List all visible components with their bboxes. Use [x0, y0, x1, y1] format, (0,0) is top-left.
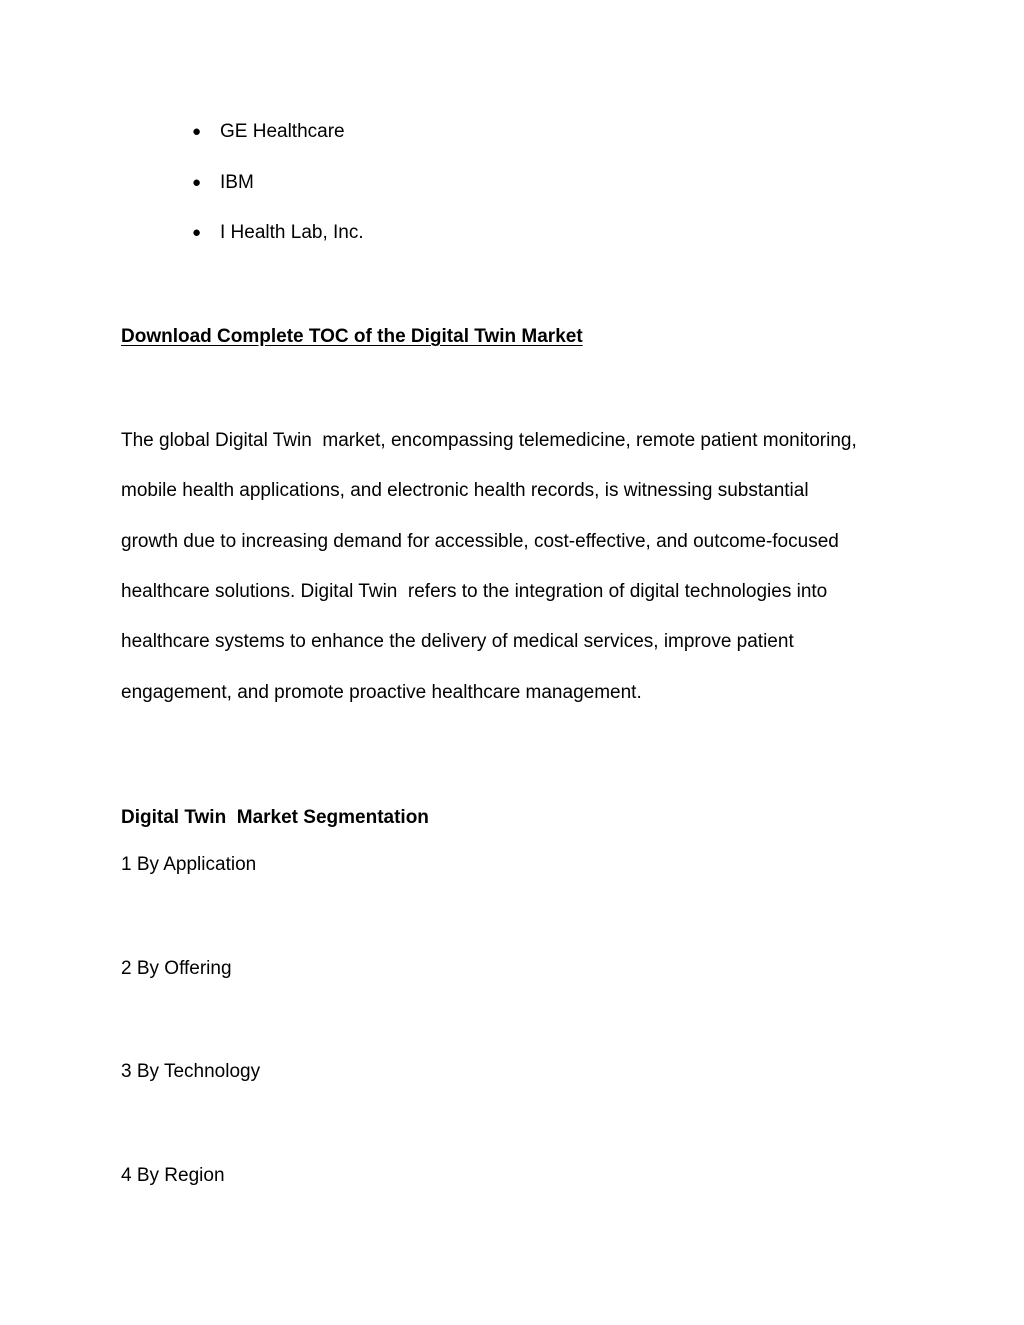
- paragraph-line: engagement, and promote proactive healthcare management.: [121, 682, 642, 703]
- download-toc-link[interactable]: Download Complete TOC of the Digital Twin Market: [121, 326, 583, 347]
- bullet-icon: ●: [192, 174, 202, 191]
- segment-item: 4 By Region: [121, 1165, 225, 1186]
- paragraph-line: growth due to increasing demand for accessible, cost-effective, and outcome-focused: [121, 531, 839, 552]
- paragraph-line: The global Digital Twin market, encompassing telemedicine, remote patient monitoring,: [121, 430, 857, 451]
- bullet-icon: ●: [192, 224, 202, 241]
- segment-item: 3 By Technology: [121, 1061, 261, 1082]
- segment-item: 2 By Offering: [121, 958, 232, 979]
- segment-item: 1 By Application: [121, 854, 257, 875]
- company-name: I Health Lab, Inc.: [220, 222, 364, 243]
- company-name: GE Healthcare: [220, 121, 345, 142]
- company-name: IBM: [220, 172, 254, 193]
- paragraph-line: mobile health applications, and electronic health records, is witnessing substantial: [121, 480, 809, 501]
- paragraph-line: healthcare solutions. Digital Twin refers to the integration of digital technologies into: [121, 581, 828, 602]
- bullet-icon: ●: [192, 123, 202, 140]
- segmentation-heading: Digital Twin Market Segmentation: [121, 807, 429, 828]
- paragraph-line: healthcare systems to enhance the delivery of medical services, improve patient: [121, 631, 794, 652]
